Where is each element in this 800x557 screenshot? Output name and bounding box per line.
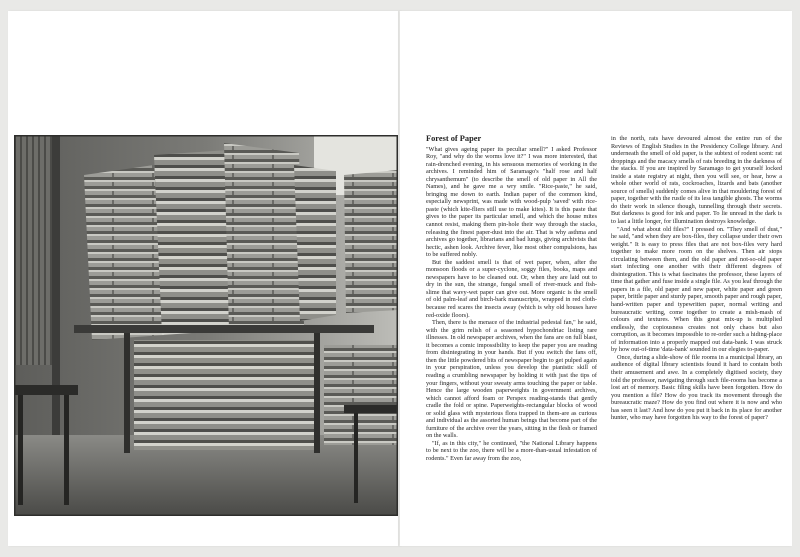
paragraph: But the saddest smell is that of wet paper, when, after the monsoon floods or a super-cyclone, soggy files, books, maps and newspapers have to be cleaned out. Or, when they are laid out to dry in the sun, the strange, fungal smell of river-muck and fish-slime that wavy-wet paper can give out. More organic is the smell of old palm-leaf and birch-bark manuscripts, wrapped in red cloth-because red scares the insects away (which is why old houses have red-oxide floors). [426, 258, 597, 319]
paragraph: Then, there is the menace of the industrial pedestal fan," he said, with the grim relish of a seasoned hypochondriac listing rare illnesses. In old newspaper archives, when the fans are on full blast, it becomes a comic impossibility to keep the paper you are reading from disintegrating in your hands. But if you switch the fans off, then the little powdered bits of newspaper begin to get pulped again in your perspiration, unless you develop the pianistic skill of reading a crumbling newspaper by holding it with just the tips of your fingers, without your sweaty arms touching the paper or table. Hence the large wooden paperweights in government archives, which cannot afford foam or Perspex reading-stands that gently cradle the fold or spine. Paperweights-rectangular blocks of wood or solid glass with mysterious flora trapped in them-are as curious and individual as the assorted human beings that become part of the furniture of the archive over the years, sitting in the flesh or framed on the walls. [426, 319, 597, 440]
paragraph: in the north, rats have devoured almost the entire run of the Reviews of English Studies in the Presidency College library. And underneath the smell of old paper, is the subtext of rodent scent: rat droppings and the macacy smells of rats breeding in the darkness of the stacks. If you are inspired by Saramago to get yourself locked inside a state registry at night, then you will see, or hear, how a whole other world of rats, cockroaches, lizards and bats (another source of smells) suddenly comes alive in that mouldering forest of paper, together with the rustle of its less tangible ghosts. The worms do their work in silence though, tunnelling through their secrets. But darkness is good for ink and paper. To lie unread in the dark is to last a little longer, for illumination destroys knowledge. [611, 135, 782, 226]
paragraph: Once, during a slide-show of file rooms in a municipal library, an audience of digital library scientists found it hard to contain both their amusement and awe. In a completely digitised society, they told the professor, navigating through such file-rooms has become a lost art of memory. Basic filing skills have been forgotten. How do you mention a file? How do you track its movement through the bureaucratic maze? How do you find out where it is now and who has seen it last? And how do you put it back in its place for another hunter, who may have forgotten his way to the forest of paper? [611, 353, 782, 422]
article-heading: Forest of Paper [426, 134, 482, 143]
archive-stacks-photo [14, 135, 398, 516]
right-page [400, 11, 792, 546]
text-column-left [426, 134, 597, 463]
paragraph: "What gives ageing paper its peculiar smell?" I asked Professor Roy, "and why do the worms love it?" I was more interested, that rain-drenched evening, in his sensuous memories of working in the archives. I reminded him of Saramago's "half rose and half chrysanthemum" (to describe the smell of old paper in All the Names), and he gave me a wry smile. "Rice-paste," he said, bringing me down to earth. Indian paper of the common kind, especially newsprint, was made with wood-pulp 'saved' with rice-paste (which kite-fliers still use to make kites). It is this paste that gives to the paper its particular smell, and which the house mites cannot resist, making them pin-hole their way through the stacks, releasing the finest paper-dust into the air. That is why asthma and archives go together, librarians and bad lungs, giving archivists that hectic, ashen look. Archive fever, like most other compulsions, has to be suffered nobly. [426, 145, 597, 259]
article [426, 135, 782, 540]
text-column-right [611, 135, 782, 422]
paragraph: "And what about old files?" I pressed on. "They smell of dust," he said, "and when they are box-files, they collapse under their own weight." It is easy to press files that are not box-files very hard together to make more room on the shelves. Then air stops circulating between them, and the old paper and not-so-old paper start infecting one another with their different degrees of disintegration. This is what fascinates the professor, these layers of time that gather and fuse inside a single file. As you leaf through the papers in a file, old paper and new paper, white paper and green paper, brittle paper and sturdy paper, smooth paper and rough paper, hand-written paper and typewritten paper, normal writing and bureaucratic writing, come together to create a mish-mash of colours and textures. When this great mix-up is multiplied endlessly, the copiousness creates not only chaos but also corruption, as it becomes impossible to re-order such a hiding-place of information into a properly mapped out data-bank. I was struck by how out-of-time 'data-bank' sounded in our elegies to-paper. [611, 225, 782, 354]
paragraph: "If, as in this city," he continued, "the National Library happens to be next to the zoo, there will be a more-than-usual infestation of rodents." Even far away from the zoo, [426, 439, 597, 462]
left-page [8, 11, 400, 546]
